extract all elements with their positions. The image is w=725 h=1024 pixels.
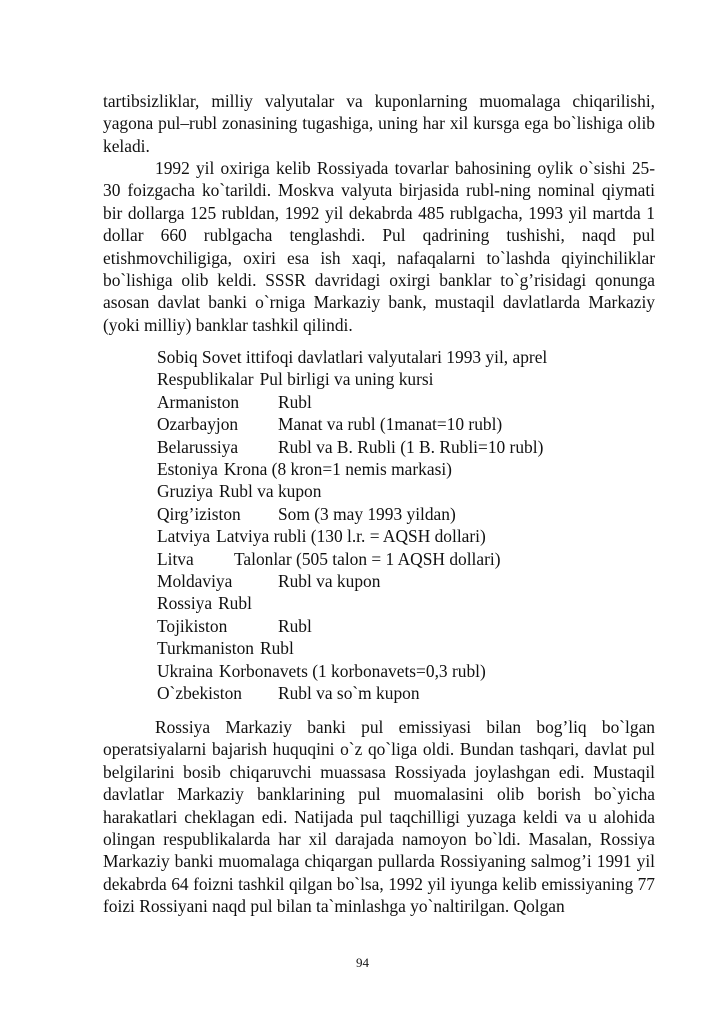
table-caption: Sobiq Sovet ittifoqi davlatlari valyutalari 1993 yil, aprel <box>157 347 548 367</box>
paragraph-continuation: tartibsizliklar, milliy valyutalar va kuponlarning muomalaga chiqarilishi, yagona pul–rubl zonasining tugashiga, uning har xil kursga ega bo`lishiga olib keladi. <box>103 91 655 156</box>
currency-cell: Rubl <box>259 638 294 659</box>
table-row <box>157 525 547 547</box>
currency-cell: Rubl <box>218 593 252 614</box>
table-row <box>157 570 547 592</box>
paragraph-ruble-devaluation: 1992 yil oxiriga kelib Rossiyada tovarlar bahosining oylik o`sishi 25-30 foizgacha ko`tarildi. Moskva valyuta birjasida rubl-ning nominal qiymati bir dollarga 125 rubldan, 1992 yil dekabrda 485 rublgacha, 1993 yil martda 1 dollar 660 rublgacha tenglashdi. Pul qadrining tushishi, naqd pul etishmovchiligiga, oxiri esa ish xaqi, nafaqalarni to`lashda qiyinchiliklar bo`lishiga olib keldi. SSSR davridagi oxirgi banklar to`g’risidagi qonunga asosan davlat banki o`rniga Markaziy bank, mustaqil davlatlarda Markaziy (yoki milliy) banklar tashkil qilindi. <box>103 158 655 335</box>
header-country: Respublikalar <box>157 369 254 390</box>
country-cell: Belarussiya <box>157 436 239 457</box>
currency-cell: Rubl va so`m kupon <box>278 683 420 704</box>
table-row <box>157 637 547 659</box>
table-row <box>157 615 547 637</box>
country-cell: Ukraina <box>157 660 214 681</box>
table-row <box>157 413 547 435</box>
currency-cell: Manat va rubl (1manat=10 rubl) <box>278 414 503 435</box>
currency-cell: Som (3 may 1993 yildan) <box>278 503 456 524</box>
table-row <box>157 391 547 413</box>
country-cell: Latviya <box>157 526 211 547</box>
currency-cell: Talonlar (505 talon = 1 AQSH dollari) <box>234 548 501 569</box>
table-row <box>157 682 547 704</box>
country-cell: Ozarbayjon <box>157 414 239 435</box>
table-header <box>157 368 547 390</box>
currency-cell: Rubl <box>278 391 312 412</box>
country-cell: Armaniston <box>157 391 240 412</box>
paragraph-central-bank-emission: Rossiya Markaziy banki pul emissiyasi bilan bog’liq bo`lgan operatsiyalarni bajarish huquqini o`z qo`liga oldi. Bundan tashqari, davlat pul belgilarini bosib chiqaruvchi muassasa Rossiyada joylashgan edi. Mustaqil davlatlar Markaziy banklarining pul muomalasini olib borish bo`yicha harakatlari cheklagan edi. Natijada pul taqchilligi yuzaga keldi va u alohida olingan respublikalarda har xil darajada namoyon bo`ldi. Masalan, Rossiya Markaziy banki muomalaga chiqargan pullarda Rossiyaning salmog’i 1991 yil dekabrda 64 foizni tashkil qilgan bo`lsa, 1992 yil iyunga kelib emissiyaning 77 foizi Rossiyani naqd pul bilan ta`minlashga yo`naltirilgan. Qolgan <box>103 717 655 917</box>
table-row <box>157 458 547 480</box>
table-row <box>157 660 547 682</box>
table-row <box>157 480 547 502</box>
currency-cell: Rubl va B. Rubli (1 B. Rubli=10 rubl) <box>278 436 544 457</box>
currency-cell: Rubl va kupon <box>219 481 322 502</box>
currency-cell: Rubl va kupon <box>278 571 381 592</box>
currency-table <box>157 346 547 705</box>
currency-cell: Korbonavets (1 korbonavets=0,3 rubl) <box>219 660 486 681</box>
country-cell: Rossiya <box>157 593 213 614</box>
table-row <box>157 503 547 525</box>
country-cell: Tojikiston <box>157 615 228 636</box>
country-cell: Moldaviya <box>157 571 233 592</box>
country-cell: O`zbekiston <box>157 683 243 704</box>
table-row <box>157 548 547 570</box>
table-row <box>157 592 547 614</box>
country-cell: Litva <box>157 548 194 569</box>
header-currency: Pul birligi va uning kursi <box>259 369 434 390</box>
country-cell: Turkmaniston <box>157 638 254 659</box>
currency-cell: Krona (8 kron=1 nemis markasi) <box>223 459 452 480</box>
country-cell: Gruziya <box>157 481 214 502</box>
currency-cell: Rubl <box>278 615 312 636</box>
country-cell: Qirg’iziston <box>157 503 241 524</box>
page-number: 94 <box>356 955 369 970</box>
currency-cell: Latviya rubli (130 l.r. = AQSH dollari) <box>216 526 486 547</box>
country-cell: Estoniya <box>157 459 218 480</box>
table-row <box>157 436 547 458</box>
